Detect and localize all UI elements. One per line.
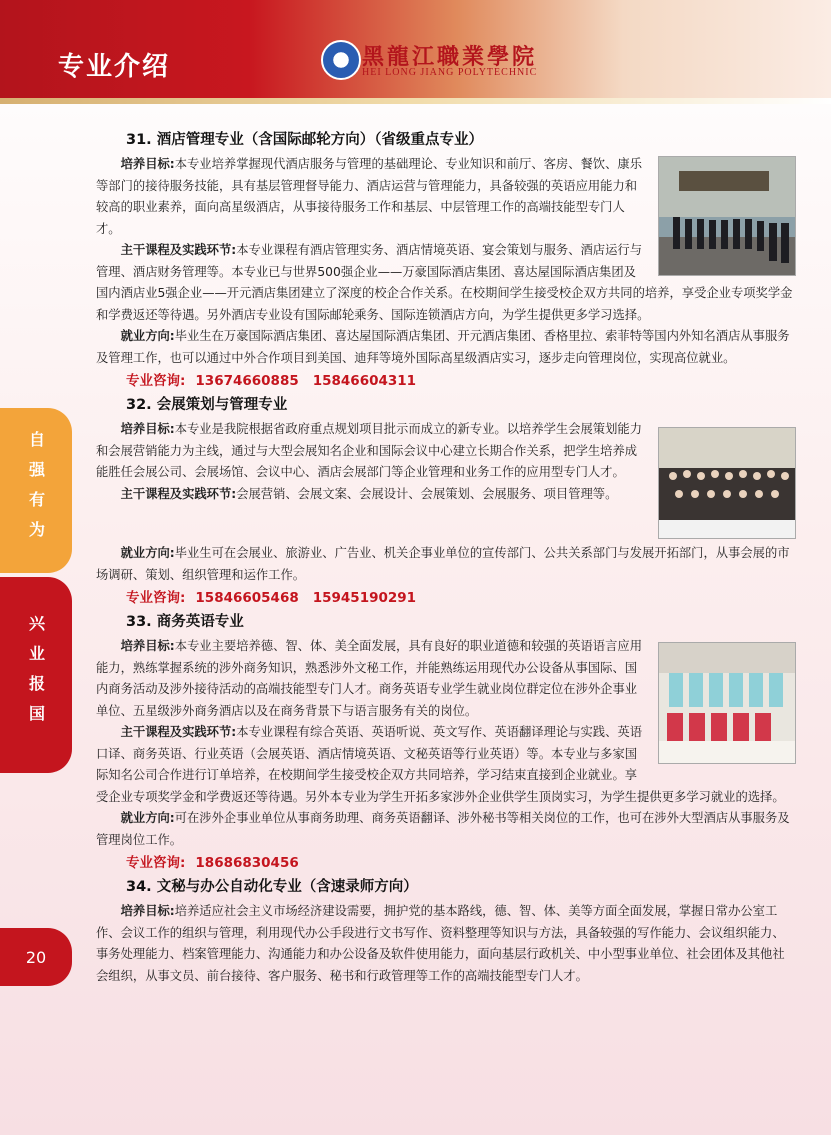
phone-number: 15945190291 <box>312 590 417 606</box>
section-title: 31. 酒店管理专业（含国际邮轮方向）（省级重点专业） <box>126 132 483 148</box>
section-title: 32. 会展策划与管理专业 <box>126 397 288 413</box>
page-header <box>0 0 831 100</box>
phone-number: 18686830456 <box>195 855 299 871</box>
phone-number: 13674660885 <box>195 373 299 389</box>
label-main-courses: 主干课程及实践环节: <box>120 486 237 501</box>
hotel-staff-photo <box>658 156 796 276</box>
section-title: 33. 商务英语专业 <box>126 614 244 630</box>
section-text: 培养适应社会主义市场经济建设需要，拥护党的基本路线，德、智、体、美等方面全面发展，掌握日常办公室工作、会议工作的组织与管理，利用现代办公手段进行文书写作、资料整理等知识与方法，具备较强的写作能力、会议组织能力、事务处理能力、档案管理能力、沟通能力和办公设备及软件使用能力，面向基层行政机关、中小型事业单位、社会团体及其他社会组织，从事文员、前台接待、客户服务、秘书和行政管理等工作的高端技能型专门人才。 <box>96 904 785 983</box>
label-training-goal: 培养目标: <box>120 422 175 436</box>
consult-label: 专业咨询: <box>126 373 186 389</box>
consult-line <box>126 369 796 393</box>
section-text: 毕业生可在会展业、旅游业、广告业、机关企事业单位的宣传部门、公共关系部门与发展开拓部门，从事会展的市场调研、策划、组织管理和运作工作。 <box>96 546 790 582</box>
label-employment: 就业方向: <box>120 329 175 343</box>
consult-label: 专业咨询: <box>126 855 186 871</box>
label-training-goal: 培养目标: <box>120 904 175 918</box>
section-text: 本专业是我院根据省政府重点规划项目批示而成立的新专业。以培养学生会展策划能力和会展营销能力为主线，通过与大型会展知名企业和国际会议中心建立长期合作关系，把学生培养成能胜任会展公司、会展场馆、会议中心、酒店会展部门等企业管理和业务工作的应用型专门人才。 <box>96 422 642 479</box>
consult-line <box>126 851 796 875</box>
college-name-en: HEI LONG JIANG POLYTECHNIC <box>362 67 538 78</box>
header-stripe <box>0 98 831 104</box>
phone-number: 15846605468 <box>195 590 299 606</box>
section-text: 本专业课程有综合英语、英语听说、英文写作、英语翻译理论与实践、英语口译、商务英语、行业英语（会展英语、酒店情境英语、文秘英语等行业英语）等。本专业与多家国际知名公司合作进行订单培养，在校期间学生接受校企双方共同培养，学习结束直接到企业就业。享受企业专项奖学金和学费返还等待遇。另外本专业为学生开拓多家涉外企业供学生顶岗实习，为学生提供更多学习就业的选择。 <box>96 725 785 804</box>
section-text: 本专业课程有酒店管理实务、酒店情境英语、宴会策划与服务、酒店运行与管理、酒店财务管理等。本专业已与世界500强企业——万豪国际酒店集团、喜达屋国际酒店集团及国内酒店业5强企业——开元酒店集团建立了深度的校企合作关系。在校期间学生接受校企双方共同的培养，享受企业专项奖学金和学费返还等待遇。另外酒店专业设有国际邮轮乘务、国际连锁酒店方向，为学生提供更多学习选择。 <box>96 243 793 322</box>
label-main-courses: 主干课程及实践环节: <box>120 243 237 257</box>
label-main-courses: 主干课程及实践环节: <box>120 725 237 739</box>
section-text: 可在涉外企事业单位从事商务助理、商务英语翻译、涉外秘书等相关岗位的工作，也可在涉外大型酒店从事服务及管理岗位工作。 <box>96 811 790 847</box>
label-employment: 就业方向: <box>120 546 175 560</box>
consult-label: 专业咨询: <box>126 590 186 606</box>
section-text: 会展营销、会展文案、会展设计、会展策划、会展服务、项目管理等。 <box>236 486 618 501</box>
page-title: 专业介绍 <box>58 52 171 82</box>
label-training-goal: 培养目标: <box>120 157 175 171</box>
section-text: 本专业培养掌握现代酒店服务与管理的基础理论、专业知识和前厅、客房、餐饮、康乐等部门的接待服务技能，具有基层管理督导能力、酒店运营与管理能力，具备较强的英语应用能力和较高的职业素养，面向高星级酒店，从事接待服务工作和基层、中层管理工作的高端技能型专门人才。 <box>96 157 642 236</box>
page-number: 20 <box>0 928 72 986</box>
college-name-cn: 黑龍江職業學院 <box>362 44 538 70</box>
phone-number: 15846604311 <box>312 373 417 389</box>
college-logo-icon <box>321 40 361 80</box>
side-tab-motto-1: 自强有为 <box>0 408 72 573</box>
section-title: 34. 文秘与办公自动化专业（含速录师方向） <box>126 879 418 895</box>
label-employment: 就业方向: <box>120 811 175 825</box>
consult-line <box>126 586 796 610</box>
section-text: 毕业生在万豪国际酒店集团、喜达屋国际酒店集团、开元酒店集团、香格里拉、索菲特等国内外知名酒店从事服务及管理工作，也可以通过中外合作项目到美国、迪拜等境外国际高星级酒店实习，逐步走向管理岗位，实现高位就业。 <box>96 329 790 365</box>
exhibition-group-photo <box>658 427 796 539</box>
business-english-students-photo <box>658 642 796 764</box>
article-body <box>96 128 796 987</box>
section-text: 本专业主要培养德、智、体、美全面发展，具有良好的职业道德和较强的英语语言应用能力，熟练掌握系统的涉外商务知识，熟悉涉外文秘工作，并能熟练运用现代办公设备从事国际、国内商务活动及涉外接待活动的高端技能型专门人才。商务英语专业学生就业岗位群定位在涉外企事业单位、五星级涉外商务酒店以及在商务背景下与语言服务有关的岗位。 <box>96 639 642 718</box>
side-tab-motto-2: 兴业报国 <box>0 577 72 773</box>
label-training-goal: 培养目标: <box>120 639 175 653</box>
